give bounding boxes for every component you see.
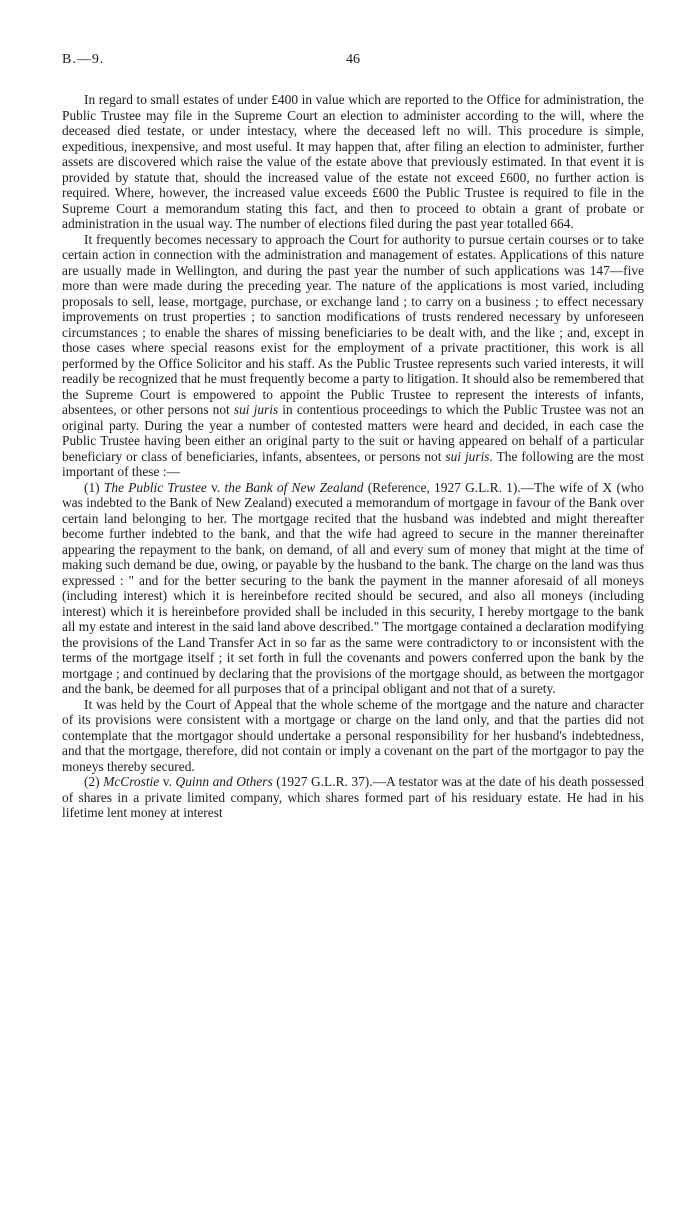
page-number: 46	[346, 52, 360, 67]
document-reference: B.—9.	[62, 52, 105, 67]
case-2-party: McCrostie	[103, 774, 160, 789]
document-body	[62, 92, 644, 821]
paragraph-court-of-appeal-holding: It was held by the Court of Appeal that the whole scheme of the mortgage and the nature and character of its provisions were consistent with a mortgage or charge on the land only, and that the parties did not contemplate that the mortgagor should undertake a personal responsibility for her husband's indebtedness, and that the mortgage, therefore, did not contain or imply a covenant on the part of the mortgagor to pay the moneys thereby secured.	[62, 696, 644, 774]
case-1-party-2: the Bank of New Zealand	[224, 479, 364, 495]
case-2-party-2: Quinn and Others	[175, 774, 273, 789]
paragraph-case-2: (2) McCrostie v. Quinn and Others (1927 G.L.R. 37).—A testator was at the date of his death possessed of shares in a private limited company, which shares formed part of his residuary estate. He had in his lifetime lent money at interest	[62, 774, 645, 820]
paragraph-case-1: (1) The Public Trustee v. the Bank of New Zealand (Reference, 1927 G.L.R. 1).—The wife of X (who was indebted to the Bank of New Zealand) executed a memorandum of mortgage in favour of the Bank over certain land belonging to her. The mortgage recited that the husband was indebted and might thereafter become further indebted to the bank, and that the wife had agreed to secure in the manner thereinafter appearing the repayment to the bank, on demand, of all and every sum of money that might at the time of making such demand be due, owing, or payable by the husband to the bank. The charge on the land was thus expressed : " and for the better securing to the bank the payment in the manner aforesaid of all moneys (including interest) which it is hereinbefore recited should be secured, and also all moneys (including interest) which it is hereinbefore provided shall be included in this security, I hereby mortgage to the bank all my estate and interest in the said land above described." The mortgage contained a declaration modifying the provisions of the Land Transfer Act in so far as the same were contradictory to or inconsistent with the terms of the mortgage itself ; it set forth in full the covenants and powers conferred upon the bank by the mortgage ; and continued by declaring that the provisions of the mortgage should, as between the mortgagor and the bank, be deemed for all purposes that of a principal obligant and not that of a surety.	[62, 479, 644, 696]
page-header	[62, 52, 644, 70]
paragraph-court-applications: It frequently becomes necessary to approach the Court for authority to pursue certain courses or to take certain action in connection with the administration and management of estates. Applications of this nature are usually made in Wellington, and during the past year the number of such applications was 147—five more than were made during the preceding year. The nature of the applications is most varied, including proposals to sell, lease, mortgage, purchase, or exchange land ; to carry on a business ; to effect necessary improvements on trust properties ; to sanction modifications of trusts rendered necessary by unforeseen circumstances ; to enable the shares of missing beneficiaries to be dealt with, and the like ; and, except in those cases where special reasons exist for the employment of a private practitioner, this work is all performed by the Office Solicitor and his staff. As the Public Trustee represents such varied interests, it will readily be recognized that he must frequently become a party to litigation. It should also be remembered that the Supreme Court is empowered to appoint the Public Trustee to represent the interests of infants, absentees, or other persons not sui juris in contentious proceedings to which the Public Trustee was not an original party. During the year a number of contested matters were heard and decided, in each case the Public Trustee having been either an original party to the suit or having appeared on behalf of a particular beneficiary or class of beneficiaries, infants, absentees, or persons not sui juris. The following are the most important of these :—	[62, 231, 644, 479]
paragraph-small-estates: In regard to small estates of under £400 in value which are reported to the Office for administration, the Public Trustee may file in the Supreme Court an election to administer according to the will, where the deceased died testate, or under intestacy, where the deceased left no will. This procedure is simple, expeditious, inexpensive, and most useful. It may happen that, after filing an election to administer, further assets are discovered which raise the value of the estate above that previously estimated. In that event it is provided by statute that, should the increased value of the estate not exceed £600, no further action is required. Where, however, the increased value exceeds £600 the Public Trustee is required to file in the Supreme Court a memorandum stating this fact, and then to proceed to obtain a grant of probate or administration in the usual way. The number of elections filed during the past year totalled 664.	[62, 92, 644, 231]
case-1-party: The Public Trustee	[103, 479, 207, 495]
